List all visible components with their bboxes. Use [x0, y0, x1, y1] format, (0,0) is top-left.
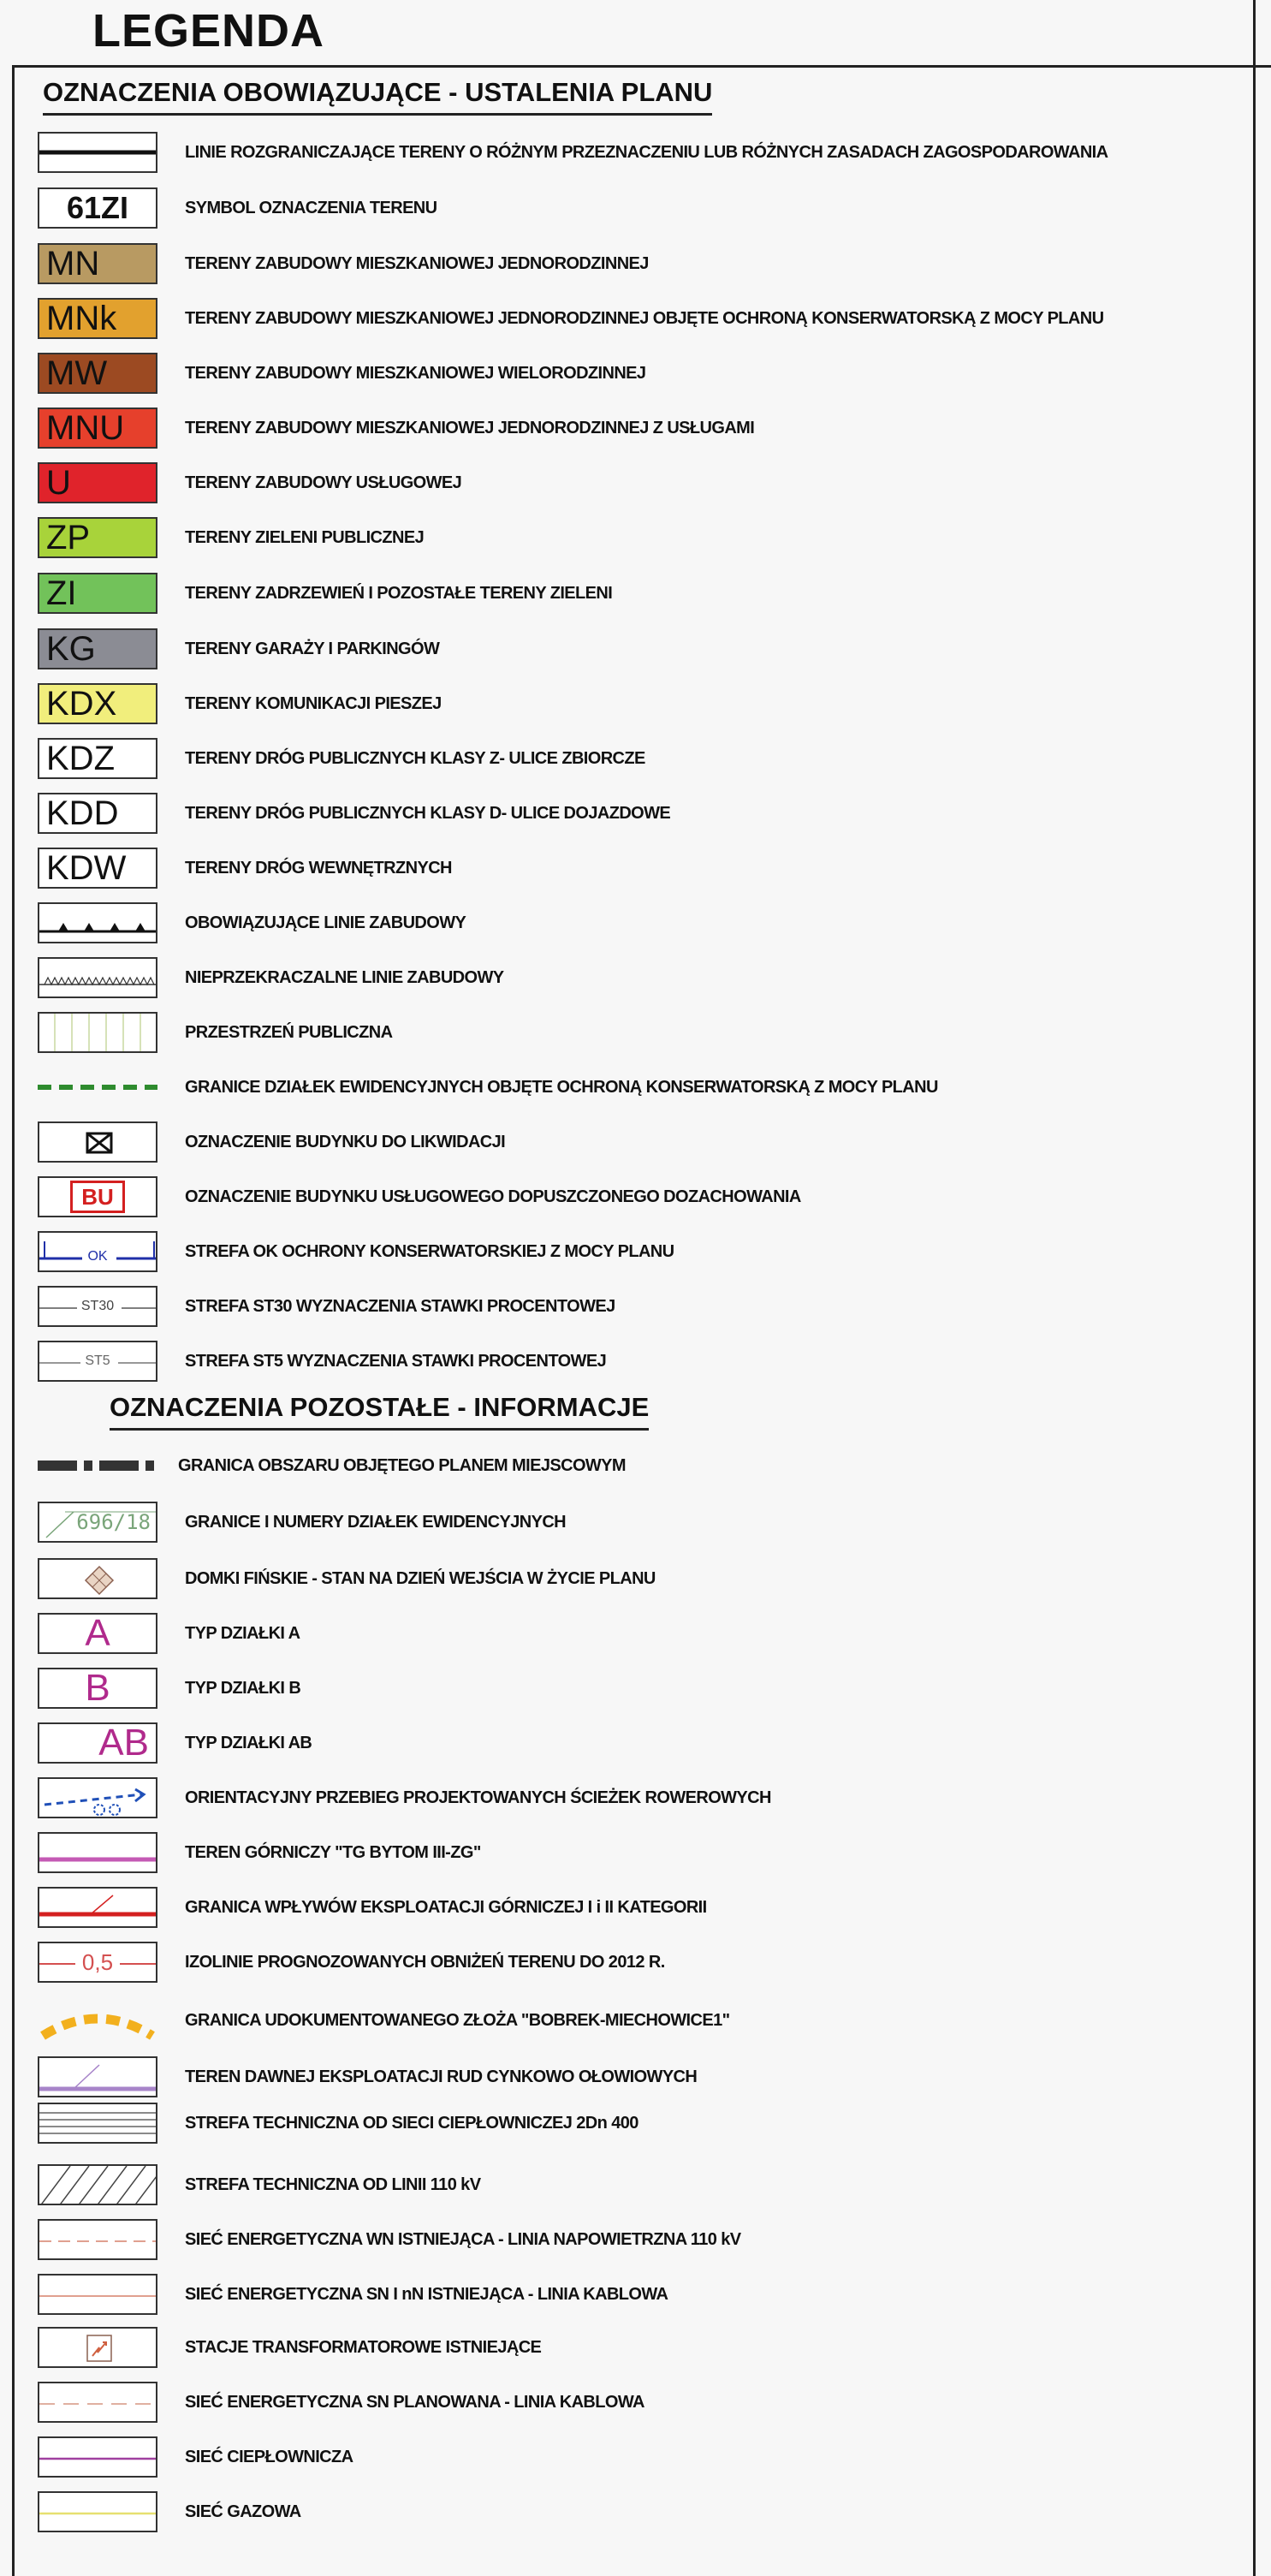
- legend-label: STREFA ST30 WYZNACZENIA STAWKI PROCENTOWEJ: [185, 1297, 615, 1316]
- symbol-code: KDX: [46, 685, 117, 723]
- legend-row-parcel-type-ab: [0, 1719, 1271, 1770]
- transformer-station-icon: [38, 2327, 157, 2368]
- legend-label: STREFA OK OCHRONY KONSERWATORSKIEJ Z MOCY PLANU: [185, 1242, 674, 1261]
- symbol-code: ZI: [46, 574, 77, 612]
- legend-row-mv-lv-cable: [0, 2270, 1271, 2322]
- mining-area-line-icon: [38, 1832, 157, 1873]
- color-swatch: [38, 298, 157, 339]
- legend-label: OZNACZENIE BUDYNKU DO LIKWIDACJI: [185, 1133, 506, 1151]
- legend-label: TERENY ZABUDOWY MIESZKANIOWEJ JEDNORODZINNEJ Z USŁUGAMI: [185, 419, 755, 437]
- legend-row-110kv-zone: [0, 2161, 1271, 2212]
- legend-row-subsidence-isolines: [0, 1938, 1271, 1990]
- legend-row-conservation-zone-ok: [0, 1228, 1271, 1279]
- isoline-value: 0,5: [81, 1948, 114, 1975]
- parcel-number-icon: [38, 1502, 157, 1543]
- symbol-code: KDW: [46, 849, 127, 887]
- parcel-type-code: A: [85, 1613, 110, 1654]
- rate-zone-line-icon: [38, 1341, 157, 1382]
- power-zone-hatch-icon: [38, 2164, 157, 2205]
- symbol-code: KG: [46, 630, 96, 668]
- legend-row-zp: [0, 514, 1271, 565]
- symbol-code: 61ZI: [66, 190, 129, 225]
- legend-label: TERENY GARAŻY I PARKINGÓW: [185, 640, 440, 658]
- symbol-code: KDZ: [46, 740, 115, 777]
- legend-label: DOMKI FIŃSKIE - STAN NA DZIEŃ WEJŚCIA W ŻYCIE PLANU: [185, 1569, 656, 1588]
- planned-cable-icon: [38, 2382, 157, 2423]
- legend-label: TERENY ZABUDOWY USŁUGOWEJ: [185, 473, 462, 492]
- legend-label: TERENY DRÓG WEWNĘTRZNYCH: [185, 859, 452, 878]
- color-swatch: [38, 462, 157, 503]
- legend-row-hv-overhead-line: [0, 2216, 1271, 2267]
- legend-row-parcel-type-b: [0, 1664, 1271, 1716]
- parcel-type-code: AB: [98, 1722, 149, 1764]
- legend-row-boundary-lines: [0, 128, 1271, 180]
- legend-row-zi: [0, 569, 1271, 621]
- zone-code: ST5: [85, 1353, 110, 1368]
- legend-label: STREFA TECHNICZNA OD LINII 110 kV: [185, 2175, 481, 2194]
- legend-row-kdz: [0, 735, 1271, 786]
- legend-label: TERENY DRÓG PUBLICZNYCH KLASY Z- ULICE ZBIORCZE: [185, 749, 645, 768]
- symbol-code: KDD: [46, 794, 119, 832]
- legend-label: SIEĆ ENERGETYCZNA SN I nN ISTNIEJĄCA - LINIA KABLOWA: [185, 2285, 668, 2304]
- legend-row-heat-network: [0, 2433, 1271, 2484]
- color-swatch: [38, 517, 157, 558]
- parcel-type-swatch: [38, 1668, 157, 1709]
- mining-influence-line-icon: [38, 1887, 157, 1928]
- legend-label: TERENY ZABUDOWY MIESZKANIOWEJ WIELORODZINNEJ: [185, 364, 646, 383]
- legend-label: TERENY ZABUDOWY MIESZKANIOWEJ JEDNORODZINNEJ OBJĘTE OCHRONĄ KONSERWATORSKĄ Z MOCY PLANU: [185, 309, 1104, 328]
- legend-label: OBOWIĄZUJĄCE LINIE ZABUDOWY: [185, 913, 466, 932]
- frame-top-line: [12, 65, 1271, 68]
- legend-row-building-demolition: [0, 1118, 1271, 1169]
- service-building-badge: [38, 1176, 157, 1217]
- finnish-house-icon: [38, 1558, 157, 1599]
- symbol-code: U: [46, 464, 71, 502]
- legend-row-kg: [0, 625, 1271, 676]
- code-swatch: [38, 848, 157, 889]
- section-heading-binding: OZNACZENIA OBOWIĄZUJĄCE - USTALENIA PLANU: [43, 75, 712, 116]
- legend-label: TYP DZIAŁKI A: [185, 1624, 300, 1643]
- legend-label: TYP DZIAŁKI B: [185, 1679, 301, 1698]
- color-swatch: [38, 353, 157, 394]
- section-heading-info: OZNACZENIA POZOSTAŁE - INFORMACJE: [110, 1390, 649, 1431]
- heat-zone-hatch-icon: [38, 2103, 157, 2144]
- legend-label: SIEĆ GAZOWA: [185, 2502, 301, 2521]
- legend-row-mn: [0, 240, 1271, 291]
- legend-label: OZNACZENIE BUDYNKU USŁUGOWEGO DOPUSZCZONEGO DOZACHOWANIA: [185, 1187, 801, 1206]
- zone-code: OK: [87, 1249, 108, 1264]
- legend-row-kdw: [0, 844, 1271, 895]
- legend-label: GRANICA UDOKUMENTOWANEGO ZŁOŻA "BOBREK-MIECHOWICE1": [185, 2011, 730, 2030]
- legend-row-finnish-houses: [0, 1555, 1271, 1606]
- legend-label: IZOLINIE PROGNOZOWANYCH OBNIŻEŃ TERENU DO 2012 R.: [185, 1953, 665, 1972]
- legend-label: TYP DZIAŁKI AB: [185, 1734, 312, 1752]
- demolition-envelope-icon: [38, 1121, 157, 1163]
- legend-label: STREFA TECHNICZNA OD SIECI CIEPŁOWNICZEJ 2Dn 400: [185, 2114, 638, 2133]
- legend-row-kdd: [0, 789, 1271, 841]
- deposit-boundary-icon: [38, 2000, 157, 2041]
- symbol-code: MW: [46, 354, 108, 392]
- legend-row-max-building-line: [0, 954, 1271, 1005]
- symbol-code: MN: [46, 245, 100, 283]
- legend-row-zone-st5: [0, 1337, 1271, 1389]
- legend-label: SIEĆ CIEPŁOWNICZA: [185, 2448, 353, 2466]
- color-swatch: [38, 243, 157, 284]
- plan-boundary-line-icon: [38, 1445, 157, 1486]
- hv-line-icon: [38, 2219, 157, 2260]
- legend-label: GRANICA OBSZARU OBJĘTEGO PLANEM MIEJSCOWYM: [178, 1456, 626, 1475]
- heat-network-line-icon: [38, 2436, 157, 2478]
- legend-row-former-ore-mining: [0, 2053, 1271, 2104]
- color-swatch: [38, 573, 157, 614]
- symbol-code: MNU: [46, 409, 125, 447]
- legend-row-mnu: [0, 404, 1271, 455]
- legend-label: GRANICE DZIAŁEK EWIDENCYJNYCH OBJĘTE OCHRONĄ KONSERWATORSKĄ Z MOCY PLANU: [185, 1078, 938, 1097]
- legend-row-deposit-boundary: [0, 1996, 1271, 2048]
- legend-row-parcel-type-a: [0, 1609, 1271, 1661]
- parcel-number: 696/18: [76, 1510, 151, 1534]
- legend-label: GRANICA WPŁYWÓW EKSPLOATACJI GÓRNICZEJ I i II KATEGORII: [185, 1898, 707, 1917]
- parcel-type-swatch: [38, 1722, 157, 1764]
- public-space-hatch-icon: [38, 1012, 157, 1053]
- legend-row-zone-st30: [0, 1282, 1271, 1334]
- boundary-line-symbol: [38, 132, 157, 173]
- legend-row-public-space: [0, 1008, 1271, 1060]
- legend-label: SIEĆ ENERGETYCZNA WN ISTNIEJĄCA - LINIA NAPOWIETRZNA 110 kV: [185, 2230, 741, 2249]
- legend-label: TERENY DRÓG PUBLICZNYCH KLASY D- ULICE DOJAZDOWE: [185, 804, 671, 823]
- legend-label: SYMBOL OZNACZENIA TERENU: [185, 199, 437, 217]
- code-swatch: [38, 738, 157, 779]
- zone-code: ST30: [80, 1299, 115, 1313]
- bike-path-icon: [38, 1777, 157, 1818]
- parcel-type-code: B: [85, 1668, 110, 1709]
- legend-label: ORIENTACYJNY PRZEBIEG PROJEKTOWANYCH ŚCIEŻEK ROWEROWYCH: [185, 1788, 771, 1807]
- legend-title: LEGENDA: [92, 5, 325, 57]
- legend-label: TERENY ZADRZEWIEŃ I POZOSTAŁE TERENY ZIELENI: [185, 584, 613, 603]
- legend-label: TERENY KOMUNIKACJI PIESZEJ: [185, 694, 442, 713]
- legend-label: TERENY ZABUDOWY MIESZKANIOWEJ JEDNORODZINNEJ: [185, 254, 649, 273]
- legend-row-plan-boundary: [0, 1442, 1271, 1493]
- legend-row-u: [0, 459, 1271, 510]
- isoline-icon: [38, 1942, 157, 1983]
- mandatory-building-line-icon: [38, 902, 157, 943]
- legend-label: TEREN GÓRNICZY "TG BYTOM III-ZG": [185, 1843, 481, 1862]
- legend-label: SIEĆ ENERGETYCZNA SN PLANOWANA - LINIA KABLOWA: [185, 2393, 644, 2412]
- parcel-type-swatch: [38, 1613, 157, 1654]
- former-mining-line-icon: [38, 2056, 157, 2097]
- symbol-code: MNk: [46, 300, 117, 337]
- legend-row-mw: [0, 349, 1271, 401]
- legend-label: PRZESTRZEŃ PUBLICZNA: [185, 1023, 393, 1042]
- gas-network-line-icon: [38, 2491, 157, 2532]
- color-swatch: [38, 683, 157, 724]
- code-swatch: [38, 793, 157, 834]
- area-symbol-swatch: [38, 187, 157, 229]
- legend-row-heat-network-zone: [0, 2099, 1271, 2151]
- rate-zone-line-icon: [38, 1286, 157, 1327]
- legend-label: STREFA ST5 WYZNACZENIA STAWKI PROCENTOWEJ: [185, 1352, 607, 1371]
- green-dashed-line-icon: [38, 1067, 157, 1108]
- legend-row-service-building: [0, 1173, 1271, 1224]
- legend-row-kdx: [0, 680, 1271, 731]
- legend-row-protected-parcel-boundary: [0, 1063, 1271, 1115]
- legend-row-mining-influence: [0, 1883, 1271, 1935]
- legend-row-planned-mv-cable: [0, 2378, 1271, 2430]
- max-building-line-icon: [38, 957, 157, 998]
- legend-row-gas-network: [0, 2488, 1271, 2539]
- color-swatch: [38, 628, 157, 669]
- legend-label: STACJE TRANSFORMATOROWE ISTNIEJĄCE: [185, 2338, 542, 2357]
- legend-label: TERENY ZIELENI PUBLICZNEJ: [185, 528, 425, 547]
- legend-row-mining-area: [0, 1829, 1271, 1880]
- service-building-code: BU: [70, 1181, 125, 1213]
- symbol-code: ZP: [46, 519, 91, 556]
- legend-row-parcel-numbers: [0, 1498, 1271, 1550]
- legend-row-bike-paths: [0, 1774, 1271, 1825]
- legend-row-mandatory-building-line: [0, 899, 1271, 950]
- conservation-zone-line-icon: [38, 1231, 157, 1272]
- legend-label: NIEPRZEKRACZALNE LINIE ZABUDOWY: [185, 968, 504, 987]
- legend-row-area-symbol: [0, 184, 1271, 235]
- legend-label: LINIE ROZGRANICZAJĄCE TERENY O RÓŻNYM PRZEZNACZENIU LUB RÓŻNYCH ZASADACH ZAGOSPODAROWANIA: [185, 143, 1108, 162]
- legend-row-mnk: [0, 294, 1271, 346]
- legend-label: GRANICE I NUMERY DZIAŁEK EWIDENCYJNYCH: [185, 1513, 567, 1532]
- color-swatch: [38, 408, 157, 449]
- legend-row-transformer-stations: [0, 2323, 1271, 2375]
- mv-cable-icon: [38, 2274, 157, 2315]
- legend-label: TEREN DAWNEJ EKSPLOATACJI RUD CYNKOWO OŁOWIOWYCH: [185, 2067, 698, 2086]
